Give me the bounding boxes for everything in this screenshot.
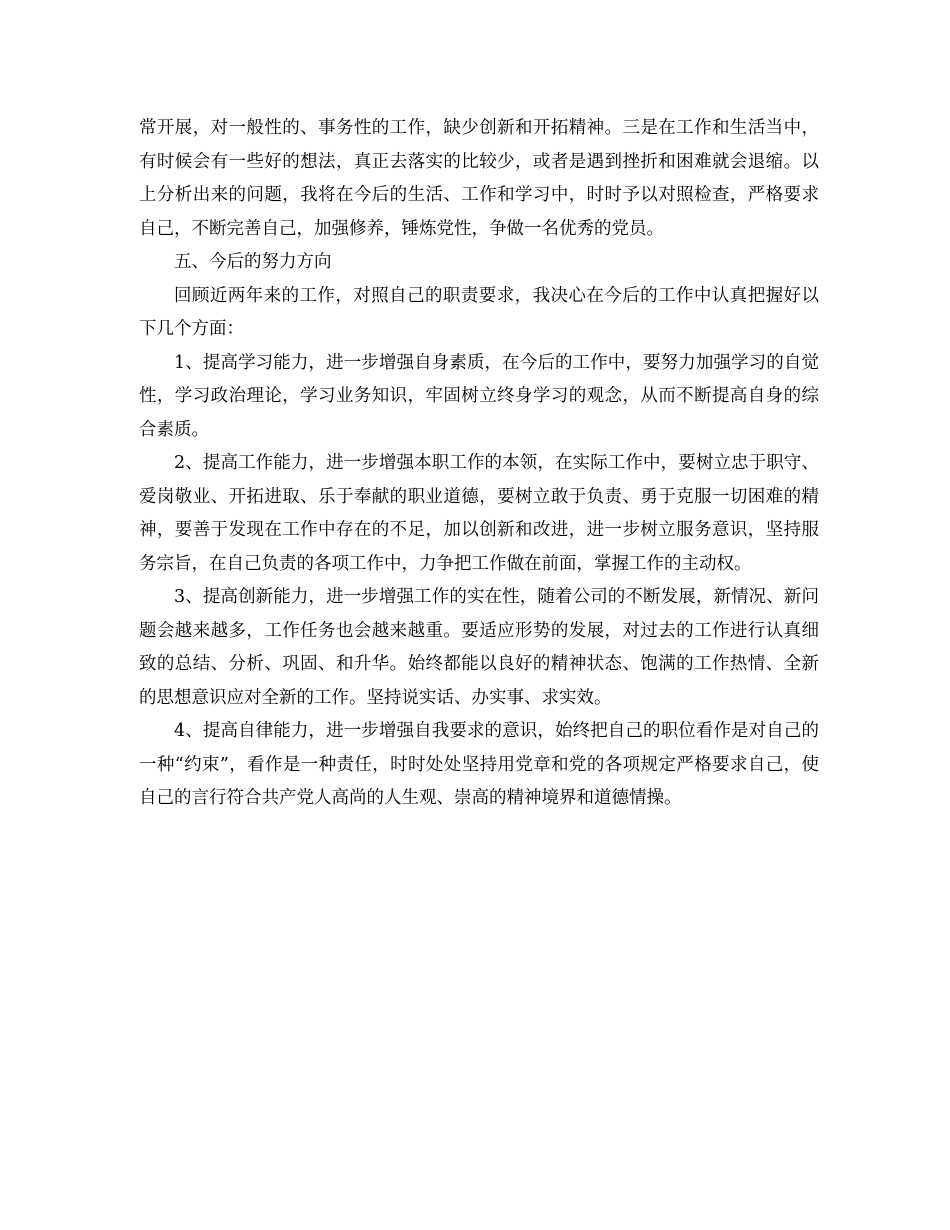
paragraph-item-2: 2、提高工作能力，进一步增强本职工作的本领，在实际工作中，要树立忠于职守、爱岗敬业、开拓进取、乐于奉献的职业道德，要树立敢于负责、勇于克服一切困难的精神，要善于发现在工作中存在的不足，加以创新和改进，进一步树立服务意识，坚持服务宗旨，在自己负责的各项工作中，力争把工作做在前面，掌握工作的主动权。 — [139, 453, 819, 574]
paragraph-intro: 回顾近两年来的工作，对照自己的职责要求，我决心在今后的工作中认真把握好以下几个方面： — [139, 285, 819, 339]
paragraph-item-1: 1、提高学习能力，进一步增强自身素质，在今后的工作中，要努力加强学习的自觉性，学习政治理论，学习业务知识，牢固树立终身学习的观念，从而不断提高自身的综合素质。 — [139, 352, 819, 440]
paragraph-continuation: 常开展，对一般性的、事务性的工作，缺少创新和开拓精神。三是在工作和生活当中，有时候会有一些好的想法，真正去落实的比较少，或者是遇到挫折和困难就会退缩。以上分析出来的问题，我将在今后的生活、工作和学习中，时时予以对照检查，严格要求自己，不断完善自己，加强修养，锤炼党性，争做一名优秀的党员。 — [139, 118, 819, 239]
paragraph-item-4: 4、提高自律能力，进一步增强自我要求的意识，始终把自己的职位看作是对自己的一种“约束”，看作是一种责任，时时处处坚持用党章和党的各项规定严格要求自己，使自己的言行符合共产党人高尚的人生观、崇高的精神境界和道德情操。 — [139, 721, 819, 808]
section-heading-five: 五、今后的努力方向 — [174, 252, 332, 272]
document-body — [139, 112, 819, 816]
paragraph-item-3: 3、提高创新能力，进一步增强工作的实在性，随着公司的不断发展，新情况、新问题会越来越多，工作任务也会越来越重。要适应形势的发展，对过去的工作进行认真细致的总结、分析、巩固、和升华。始终都能以良好的精神状态、饱满的工作热情、全新的思想意识应对全新的工作。坚持说实话、办实事、求实效。 — [139, 587, 819, 708]
